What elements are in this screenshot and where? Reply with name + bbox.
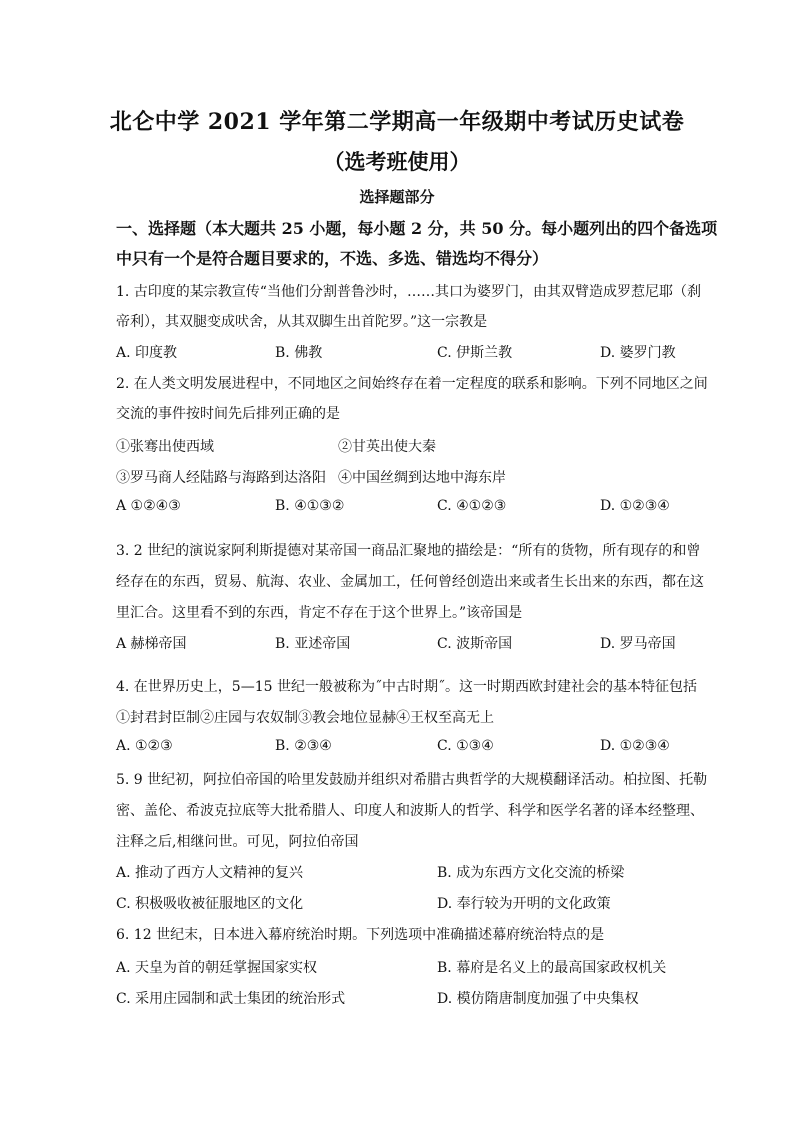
question-2-item: ②甘英出使大秦 bbox=[338, 439, 436, 455]
exam-title: 北仑中学 2021 学年第二学期高一年级期中考试历史试卷 bbox=[109, 109, 685, 135]
question-6-option-a[interactable]: A. 天皇为首的朝廷掌握国家实权 bbox=[116, 960, 318, 976]
question-1-option-c[interactable]: C. 伊斯兰教 bbox=[437, 345, 513, 361]
question-3-option-c[interactable]: C. 波斯帝国 bbox=[437, 636, 513, 652]
question-5-option-b[interactable]: B. 成为东西方文化交流的桥梁 bbox=[437, 865, 625, 881]
question-2-text: 2. 在人类文明发展进程中，不同地区之间始终存在着一定程度的联系和影响。下列不同地区之间 bbox=[116, 376, 708, 392]
question-5-text: 密、盖伦、希波克拉底等大批希腊人、印度人和波斯人的哲学、科学和医学名著的译本经整理、 bbox=[116, 803, 704, 819]
question-4-text: ①封君封臣制②庄园与农奴制③教会地位显赫④王权至高无上 bbox=[116, 710, 494, 726]
question-3-text: 里汇合。这里看不到的东西，肯定不存在于这个世界上。”该帝国是 bbox=[116, 605, 523, 621]
question-4-option-a[interactable]: A. ①②③ bbox=[116, 738, 173, 754]
question-5-option-a[interactable]: A. 推动了西方人文精神的复兴 bbox=[116, 865, 304, 881]
question-2-option-d[interactable]: D. ①②③④ bbox=[600, 498, 670, 514]
question-1-text: 1. 古印度的某宗教宣传“当他们分割普鲁沙时，……其口为婆罗门，由其双臂造成罗惹尼耶（刹 bbox=[116, 284, 701, 300]
exam-subtitle: （选考班使用） bbox=[323, 149, 471, 174]
question-1-text: 帝利），其双腿变成吠舍，从其双脚生出首陀罗。”这一宗教是 bbox=[116, 314, 488, 330]
question-4-option-d[interactable]: D. ①②③④ bbox=[600, 738, 670, 754]
question-2-text: 交流的事件按时间先后排列正确的是 bbox=[116, 406, 340, 422]
question-1-option-a[interactable]: A. 印度教 bbox=[116, 345, 178, 361]
question-1-option-b[interactable]: B. 佛教 bbox=[275, 345, 323, 361]
question-5-text: 5. 9 世纪初，阿拉伯帝国的哈里发鼓励并组织对希腊古典哲学的大规模翻译活动。柏拉图、托勒 bbox=[116, 772, 708, 788]
question-6-option-b[interactable]: B. 幕府是名义上的最高国家政权机关 bbox=[437, 960, 667, 976]
question-2-option-b[interactable]: B. ④①③② bbox=[275, 498, 345, 514]
instructions-line: 一、选择题（本大题共 25 小题，每小题 2 分，共 50 分。每小题列出的四个备选项 bbox=[116, 219, 718, 238]
question-1-option-d[interactable]: D. 婆罗门教 bbox=[600, 345, 676, 361]
question-5-option-c[interactable]: C. 积极吸收被征服地区的文化 bbox=[116, 896, 304, 912]
question-3-option-b[interactable]: B. 亚述帝国 bbox=[275, 636, 351, 652]
question-5-option-d[interactable]: D. 奉行较为开明的文化政策 bbox=[437, 896, 611, 912]
question-6-option-c[interactable]: C. 采用庄园制和武士集团的统治形式 bbox=[116, 991, 346, 1007]
question-4-text: 4. 在世界历史上，5—15 世纪一般被称为˝中古时期˝。这一时期西欧封建社会的基本特征包括 bbox=[116, 679, 697, 695]
question-3-option-d[interactable]: D. 罗马帝国 bbox=[600, 636, 676, 652]
question-4-option-c[interactable]: C. ①③④ bbox=[437, 738, 494, 754]
question-6-text: 6. 12 世纪末，日本进入幕府统治时期。下列选项中准确描述幕府统治特点的是 bbox=[116, 927, 605, 943]
question-6-option-d[interactable]: D. 模仿隋唐制度加强了中央集权 bbox=[437, 991, 639, 1007]
question-3-text: 3. 2 世纪的演说家阿利斯提德对某帝国一商品汇聚地的描绘是：“所有的货物，所有现存的和曾 bbox=[116, 543, 701, 559]
question-2-option-a[interactable]: A ①②④③ bbox=[116, 498, 181, 514]
question-3-text: 经存在的东西，贸易、航海、农业、金属加工，任何曾经创造出来或者生长出来的东西，都在这 bbox=[116, 574, 704, 590]
question-3-option-a[interactable]: A 赫梯帝国 bbox=[116, 636, 187, 652]
question-4-option-b[interactable]: B. ②③④ bbox=[275, 738, 332, 754]
question-2-item: ①张骞出使西域 bbox=[116, 439, 214, 455]
question-2-item: ④中国丝绸到达地中海东岸 bbox=[338, 470, 506, 486]
question-2-option-c[interactable]: C. ④①②③ bbox=[437, 498, 507, 514]
question-5-text: 注释之后,相继问世。可见，阿拉伯帝国 bbox=[116, 834, 359, 850]
section-heading: 选择题部分 bbox=[359, 188, 435, 206]
question-2-item: ③罗马商人经陆路与海路到达洛阳 bbox=[116, 470, 326, 486]
instructions-line: 中只有一个是符合题目要求的，不选、多选、错选均不得分） bbox=[116, 249, 549, 268]
